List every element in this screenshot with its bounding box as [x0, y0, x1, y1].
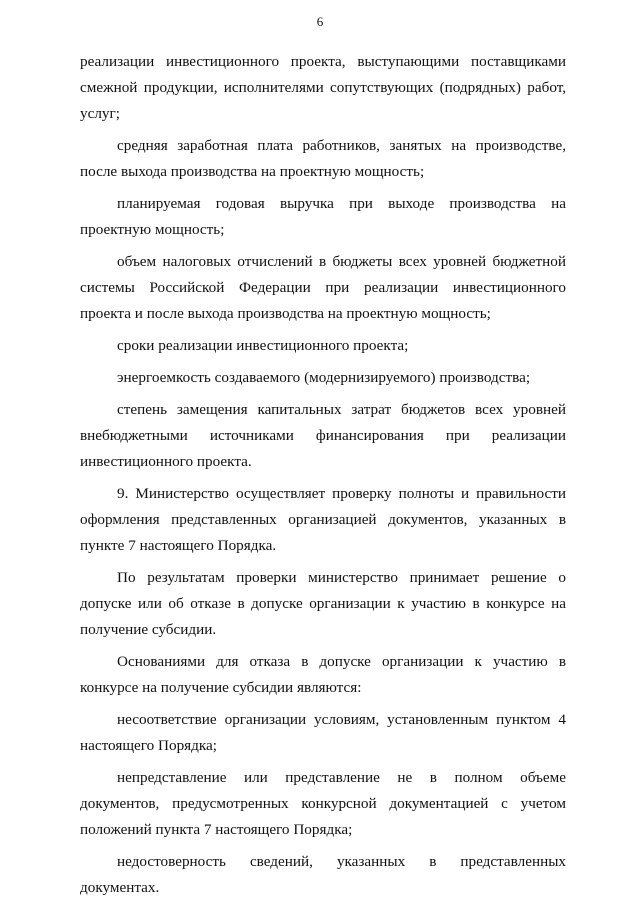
paragraph-average-salary: средняя заработная плата работников, занятых на производстве, после выхода производства на проектную мощность; — [80, 137, 566, 180]
paragraph-non-compliance: несоответствие организации условиям, установленным пунктом 4 настоящего Порядка; — [80, 711, 566, 754]
paragraph-energy-intensity: энергоемкость создаваемого (модернизируемого) производства; — [117, 369, 531, 386]
document-body — [80, 49, 566, 901]
paragraph-project-terms: сроки реализации инвестиционного проекта; — [117, 337, 409, 354]
paragraph-false-information: недостоверность сведений, указанных в представленных документах. — [80, 853, 566, 896]
paragraph-tax-deductions: объем налоговых отчислений в бюджеты всех уровней бюджетной системы Российской Федерации при реализации инвестиционного проекта и после выхода производства на проектную мощность; — [80, 253, 566, 322]
paragraph-verification-decision: По результатам проверки министерство принимает решение о допуске или об отказе в допуске организации к участию в конкурсе на получение субсидии. — [80, 569, 566, 638]
paragraph-annual-revenue: планируемая годовая выручка при выходе производства на проектную мощность; — [80, 195, 566, 238]
paragraph-continuation: реализации инвестиционного проекта, выступающими поставщиками смежной продукции, исполнителями сопутствующих (подрядных) работ, услуг; — [80, 53, 566, 122]
paragraph-capital-cost-replacement: степень замещения капитальных затрат бюджетов всех уровней внебюджетными источниками финансирования при реализации инвестиционного проекта. — [80, 401, 566, 470]
paragraph-incomplete-documents: непредставление или представление не в полном объеме документов, предусмотренных конкурсной документацией с учетом положений пункта 7 настоящего Порядка; — [80, 769, 566, 838]
paragraph-refusal-grounds: Основаниями для отказа в допуске организации к участию в конкурсе на получение субсидии являются: — [80, 653, 566, 696]
page-number: 6 — [316, 14, 324, 29]
paragraph-section-9: 9. Министерство осуществляет проверку полноты и правильности оформления представленных организацией документов, указанных в пункте 7 настоящего Порядка. — [80, 485, 566, 554]
